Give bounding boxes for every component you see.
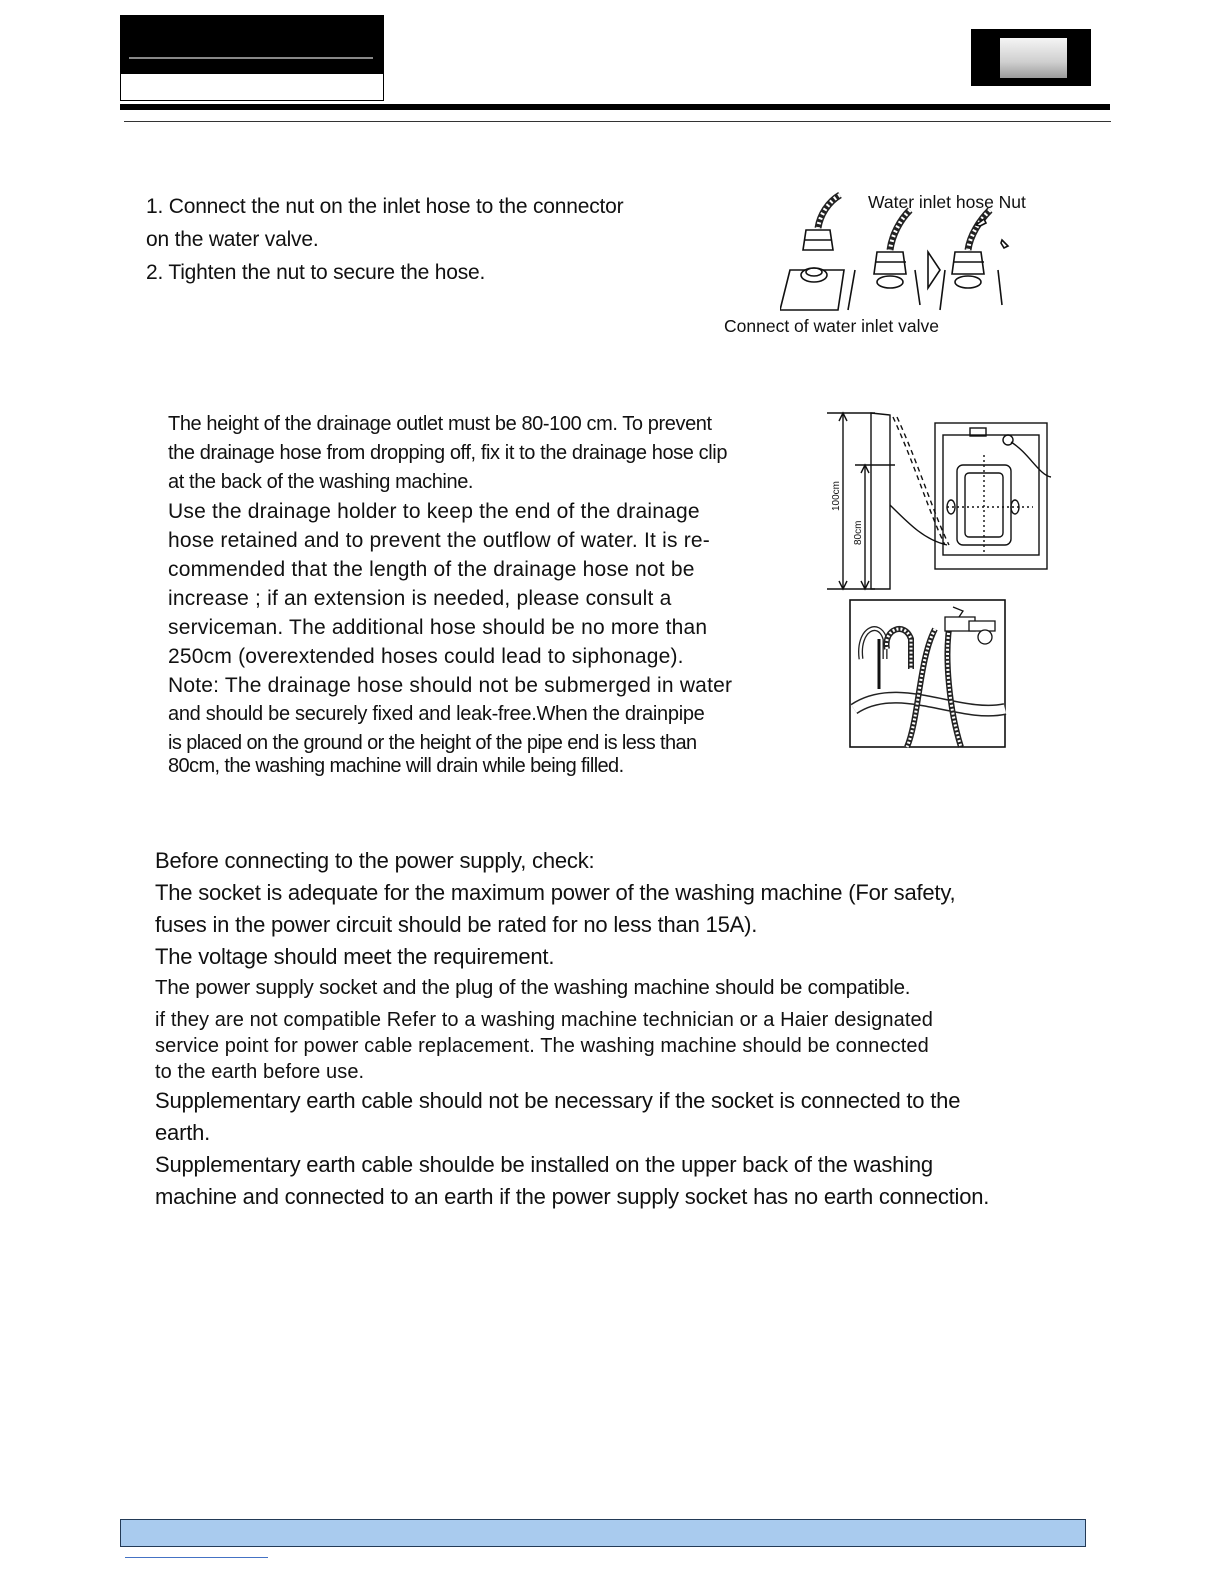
- footer-bar: [120, 1519, 1086, 1547]
- drainage-line: increase ; if an extension is needed, please consult a: [168, 587, 672, 610]
- header-logo-block: [121, 16, 383, 74]
- drainage-holder-illustration: [849, 599, 1007, 749]
- drainage-line: at the back of the washing machine.: [168, 471, 474, 493]
- inlet-line: 1. Connect the nut on the inlet hose to the connector: [146, 195, 624, 218]
- drainage-line: is placed on the ground or the height of the pipe end is less than: [168, 732, 697, 754]
- inlet-figure-label-valve: Connect of water inlet valve: [724, 316, 939, 336]
- drainage-line: hose retained and to prevent the outflow of water. It is re-: [168, 529, 710, 552]
- power-line: Supplementary earth cable shoulde be installed on the upper back of the washing: [155, 1152, 933, 1177]
- drainage-line: Use the drainage holder to keep the end of the drainage: [168, 500, 700, 523]
- inlet-line: 2. Tighten the nut to secure the hose.: [146, 261, 486, 284]
- header-brand-badge: [971, 29, 1091, 86]
- drainage-line: Note: The drainage hose should not be submerged in water: [168, 674, 733, 697]
- drainage-height-illustration: [815, 405, 1060, 595]
- power-line: Supplementary earth cable should not be necessary if the socket is connected to the: [155, 1088, 961, 1113]
- inlet-line: on the water valve.: [146, 228, 319, 251]
- drainage-line: 250cm (overextended hoses could lead to siphonage).: [168, 645, 684, 668]
- drainage-line: serviceman. The additional hose should be no more than: [168, 616, 708, 639]
- header-brand-badge-gradient: [1000, 38, 1067, 78]
- power-supply-instructions: [155, 850, 989, 1218]
- power-line: Before connecting to the power supply, check:: [155, 848, 595, 873]
- footer-link-underline: [125, 1557, 268, 1558]
- drainage-line: The height of the drainage outlet must be 80-100 cm. To prevent: [168, 413, 712, 435]
- inlet-figure-label-nut: Water inlet hose Nut: [868, 192, 1026, 212]
- drainage-figure-label-100: 100cm: [831, 480, 842, 511]
- power-line: The power supply socket and the plug of the washing machine should be compatible.: [155, 976, 911, 999]
- header-logo-box: [120, 15, 384, 101]
- power-line: The socket is adequate for the maximum power of the washing machine (For safety,: [155, 880, 956, 905]
- inlet-instructions: [146, 196, 623, 295]
- drainage-line: 80cm, the washing machine will drain while being filled.: [168, 755, 624, 777]
- drainage-instructions: [168, 414, 778, 779]
- power-line: The voltage should meet the requirement.: [155, 944, 555, 969]
- header-rule-thin: [124, 121, 1111, 122]
- power-line: service point for power cable replacement. The washing machine should be connected: [155, 1035, 929, 1057]
- drainage-line: and should be securely fixed and leak-free.When the drainpipe: [168, 703, 705, 725]
- power-line: if they are not compatible Refer to a washing machine technician or a Haier designated: [155, 1009, 933, 1031]
- header-logo-line: [129, 57, 373, 59]
- drainage-line: the drainage hose from dropping off, fix it to the drainage hose clip: [168, 442, 728, 464]
- drainage-line: commended that the length of the drainage hose not be: [168, 558, 695, 581]
- power-line: earth.: [155, 1120, 211, 1145]
- header-rule-thick: [120, 104, 1110, 110]
- power-line: to the earth before use.: [155, 1061, 365, 1083]
- power-line: fuses in the power circuit should be rated for no less than 15A).: [155, 912, 758, 937]
- drainage-figure-label-80: 80cm: [853, 520, 864, 545]
- power-line: machine and connected to an earth if the power supply socket has no earth connection.: [155, 1184, 990, 1209]
